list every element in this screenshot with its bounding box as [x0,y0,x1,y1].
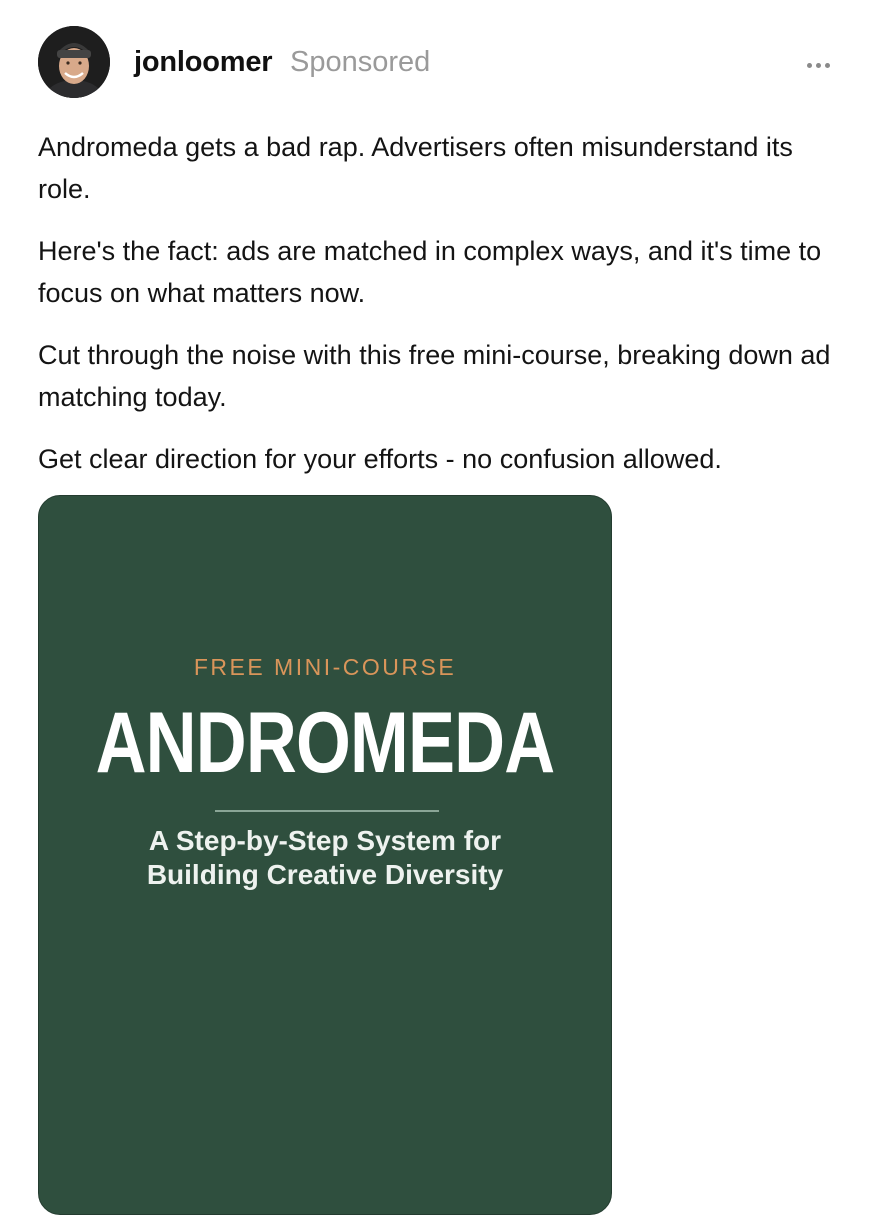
ad-creative-image[interactable] [38,495,612,1215]
author-name[interactable]: jonloomer [134,46,273,78]
avatar-photo [38,26,110,98]
creative-subhead [39,824,611,892]
more-horizontal-icon [807,63,830,68]
more-options-button[interactable] [798,50,838,80]
post-header [38,26,838,100]
creative-kicker: FREE MINI-COURSE [193,654,457,680]
caption-paragraph: Get clear direction for your efforts - no confusion allowed. [38,444,722,474]
creative-subhead-line: Building Creative Diversity [146,859,504,890]
creative-divider [215,810,439,812]
caption-paragraph: Cut through the noise with this free mini-course, breaking down ad matching today. [38,340,831,412]
creative-headline: ANDROMEDA [95,695,555,791]
avatar[interactable] [38,26,110,98]
post-caption [38,126,848,500]
sponsored-label: Sponsored [290,46,431,78]
creative-subhead-line: A Step-by-Step System for [148,825,502,856]
caption-paragraph: Andromeda gets a bad rap. Advertisers often misunderstand its role. [38,132,793,204]
caption-paragraph: Here's the fact: ads are matched in complex ways, and it's time to focus on what matters now. [38,236,822,308]
